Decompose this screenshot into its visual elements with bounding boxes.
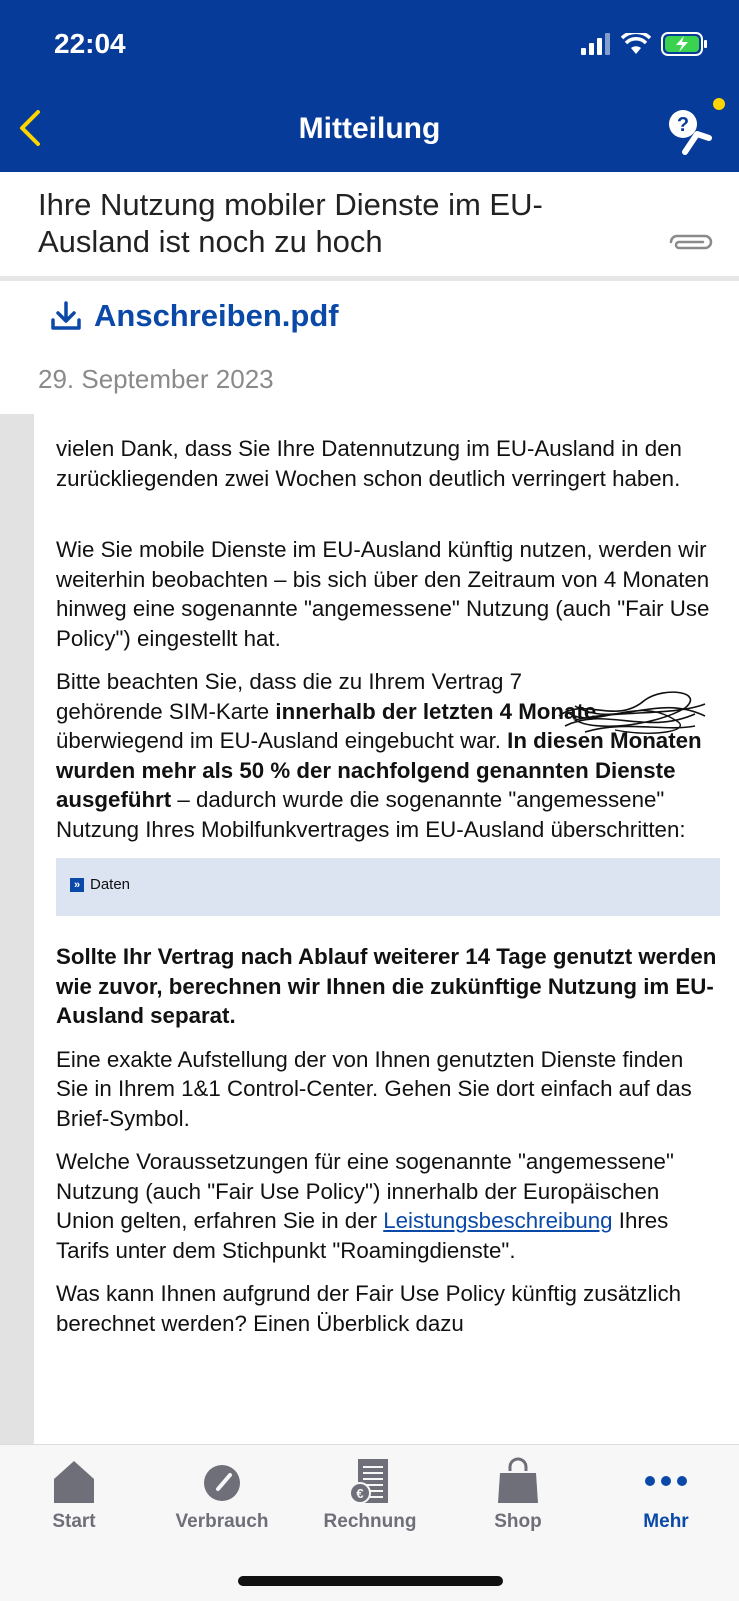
shopping-bag-icon <box>494 1457 542 1505</box>
paragraph-6 <box>56 1147 720 1265</box>
svg-text:€: € <box>356 1486 364 1501</box>
service-item-data <box>70 870 130 900</box>
paragraph-3-text-b: gehörende SIM-Karte <box>56 698 276 724</box>
attachment-download-link[interactable] <box>50 298 339 334</box>
tab-label: Start <box>52 1511 96 1532</box>
message-subject: Ihre Nutzung mobiler Dienste im EU-Ausland ist noch zu hoch <box>38 187 543 259</box>
tab-label: Rechnung <box>323 1511 417 1532</box>
paragraph-7: Was kann Ihnen aufgrund der Fair Use Policy künftig zusätzlich berechnet werden? Einen Überblick dazu <box>56 1281 682 1336</box>
paragraph-6-text-b: Ihres Tarifs unter dem Stichpunkt "Roamingdienste". <box>56 1208 669 1263</box>
status-icons <box>581 32 709 56</box>
tab-label: Mehr <box>643 1511 689 1532</box>
signal-icon <box>581 33 611 55</box>
paragraph-3-text-c: überwiegend im EU-Ausland eingebucht war. <box>56 728 508 753</box>
attachment-filename: Anschreiben.pdf <box>94 298 339 333</box>
paragraph-3-text-a: Bitte beachten Sie, dass die zu Ihrem Vertrag 7 <box>56 669 523 694</box>
paragraph-3-bold-1: innerhalb der letzten 4 Monate <box>275 698 597 724</box>
services-box <box>56 858 720 916</box>
status-time: 22:04 <box>54 28 126 59</box>
paragraph-5: Eine exakte Aufstellung der von Ihnen genutzten Dienste finden Sie in Ihrem 1&1 Control-Center. Gehen Sie dort einfach auf das Brief-Symbol. <box>56 1046 692 1131</box>
tab-rechnung[interactable] <box>296 1457 444 1533</box>
paragraph-4 <box>56 942 720 1031</box>
tab-shop[interactable] <box>444 1457 592 1533</box>
paragraph-4-bold: Sollte Ihr Vertrag nach Ablauf weiterer 14 Tage genutzt werden wie zuvor, berechnen wir Ihnen die zukünftige Nutzung im EU-Ausland separat. <box>56 944 717 1028</box>
gauge-icon <box>198 1457 246 1505</box>
paragraph-1: vielen Dank, dass Sie Ihre Datennutzung im EU-Ausland in den zurückliegenden zwei Wochen schon deutlich verringert haben. <box>56 436 682 491</box>
paragraph-6-text-a: Welche Voraussetzungen für eine sogenannte "angemessene" Nutzung (auch "Fair Use Policy") innerhalb der Europäischen Union gelten, erfahren Sie in der <box>56 1149 674 1233</box>
battery-charging-icon <box>661 32 709 56</box>
tab-label: Shop <box>494 1511 542 1532</box>
tab-label: Verbrauch <box>175 1511 269 1532</box>
leistungsbeschreibung-link[interactable]: Leistungsbeschreibung <box>383 1208 613 1233</box>
quote-bar <box>0 414 34 1444</box>
home-icon <box>50 1457 98 1505</box>
paperclip-icon <box>665 230 713 254</box>
home-indicator[interactable] <box>238 1576 503 1586</box>
page-title: Mitteilung <box>298 112 441 145</box>
service-label: Daten <box>90 876 131 893</box>
redaction-scribble <box>555 686 715 746</box>
svg-text:?: ? <box>676 114 690 136</box>
message-subject-section <box>0 172 739 281</box>
app-header <box>0 0 739 172</box>
notification-dot <box>713 98 725 110</box>
message-date: 29. September 2023 <box>38 364 274 394</box>
paragraph-3-bold-2: In diesen Monaten wurden mehr als 50 % der nachfolgend genannten Dienste ausgeführt <box>56 728 702 812</box>
more-icon <box>642 1457 690 1505</box>
tab-start[interactable] <box>0 1457 148 1533</box>
message-text <box>56 434 720 1352</box>
help-assistant-icon[interactable] <box>665 108 713 156</box>
tab-mehr[interactable] <box>592 1457 739 1533</box>
download-icon <box>50 300 82 332</box>
tab-verbrauch[interactable] <box>148 1457 296 1533</box>
paragraph-2: Wie Sie mobile Dienste im EU-Ausland künftig nutzen, werden wir weiterhin beobachten – bis sich über den Zeitraum von 4 Monaten hinweg eine sogenannte "angemessene" Nutzung (auch "Fair Use Policy") eingestellt hat. <box>56 537 710 651</box>
chevron-double-right-icon: » <box>70 878 84 892</box>
invoice-icon <box>346 1457 394 1505</box>
wifi-icon <box>621 33 651 55</box>
message-body[interactable] <box>0 414 739 1444</box>
paragraph-3-text-d: – dadurch wurde die sogenannte "angemessene" Nutzung Ihres Mobilfunkvertrages im EU-Ausland überschritten: <box>56 787 686 842</box>
